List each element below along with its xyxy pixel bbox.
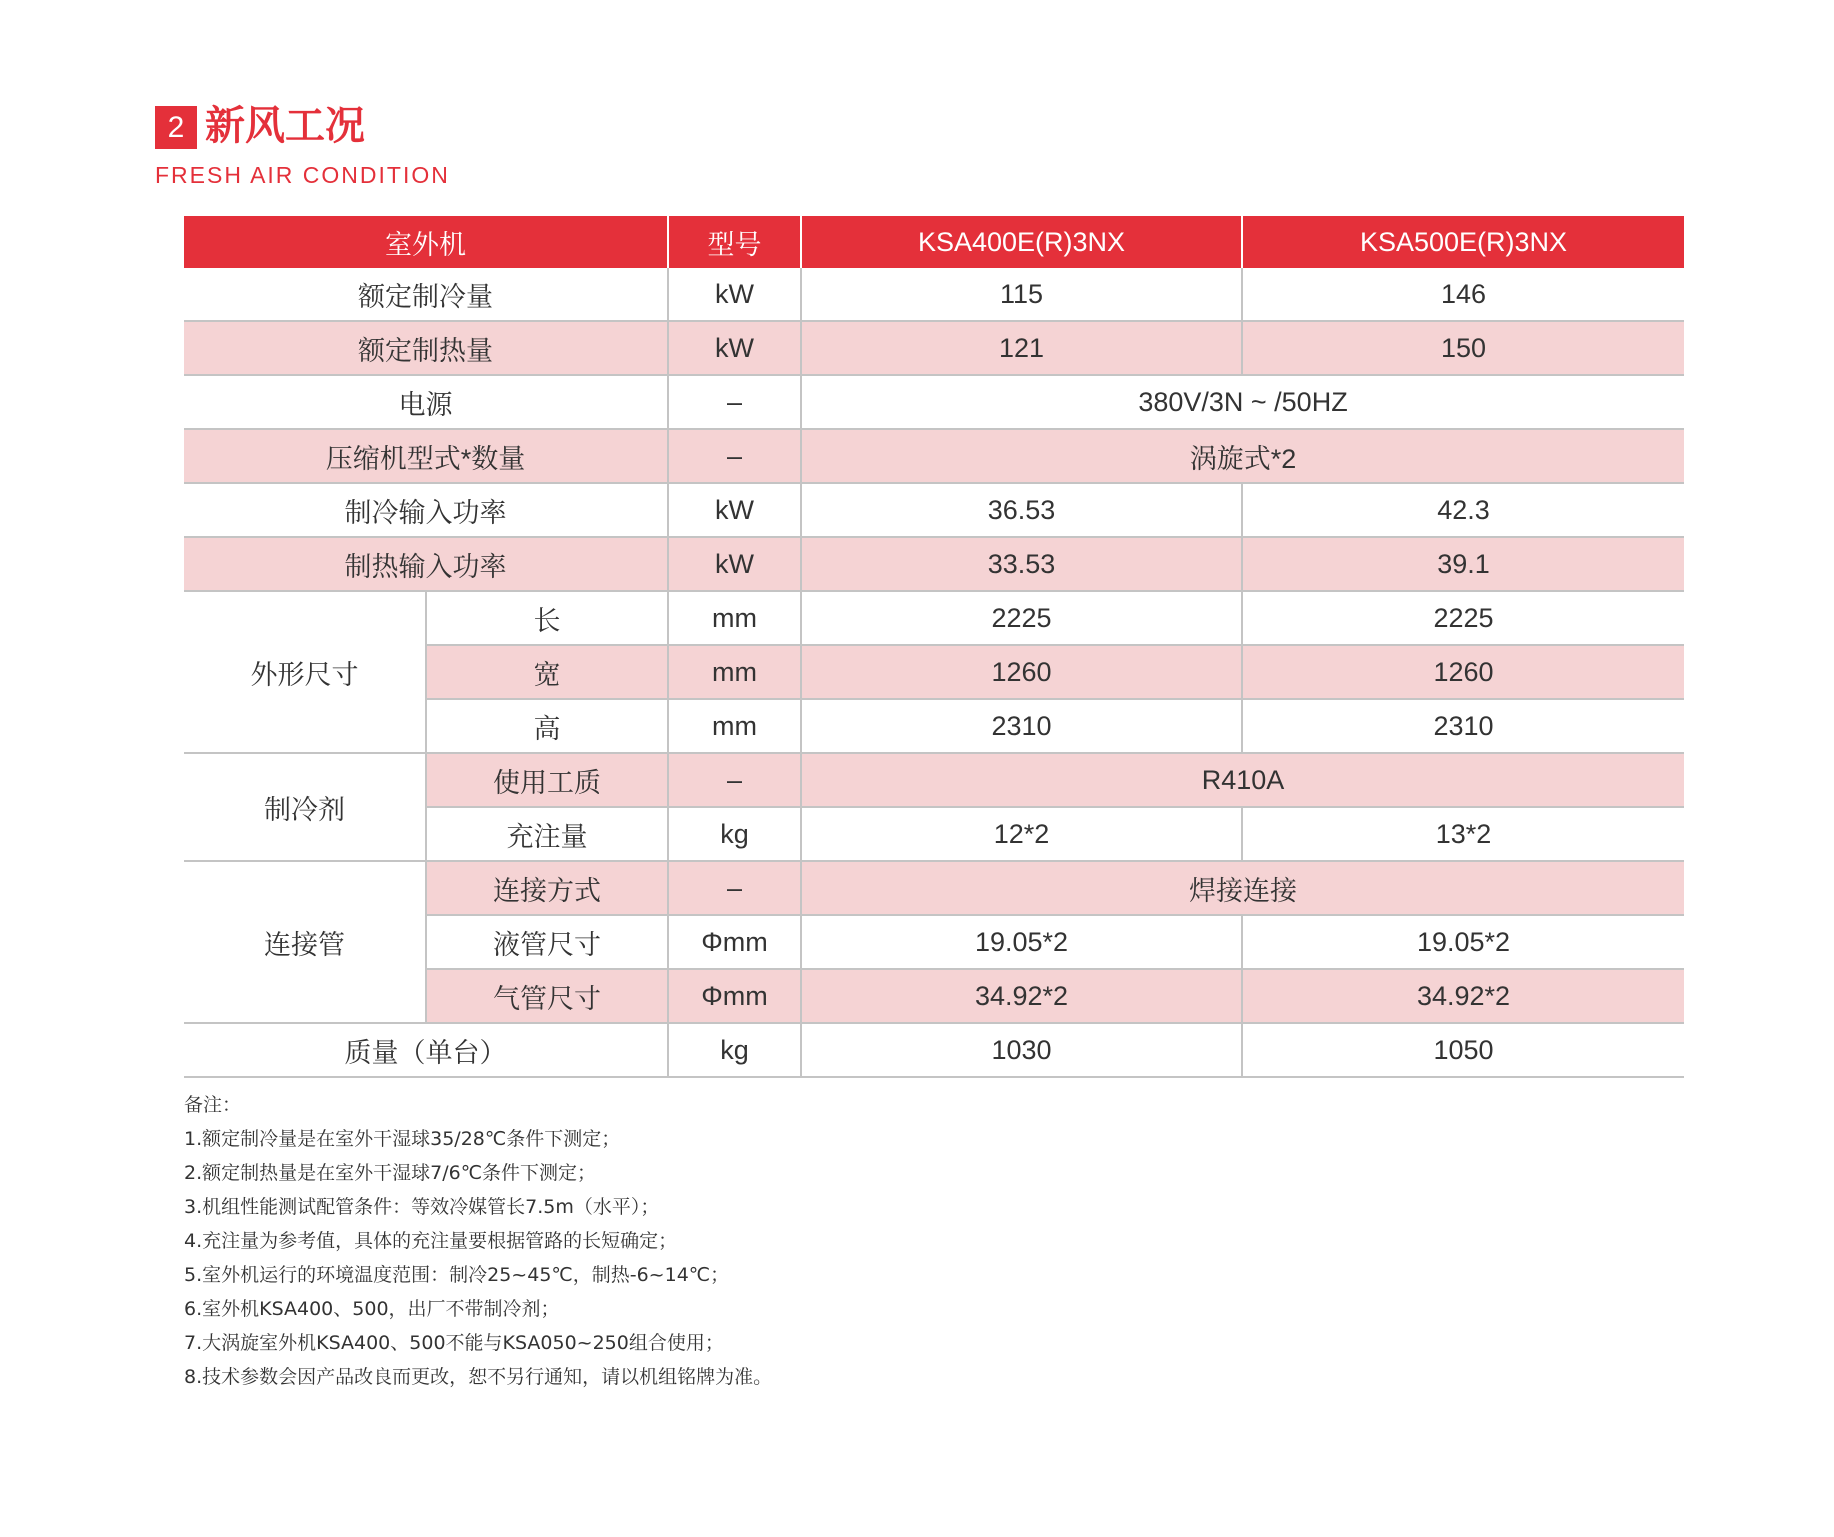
note-item: 3.机组性能测试配管条件：等效冷媒管长7.5m（水平）；: [184, 1196, 660, 1218]
row-label: 额定制热量: [184, 321, 668, 375]
row-label: 制热输入功率: [184, 537, 668, 591]
group-label-dimensions: 外形尺寸: [184, 591, 426, 753]
note-item: 2.额定制热量是在室外干湿球7/6℃条件下测定；: [184, 1162, 597, 1184]
row-unit: –: [668, 429, 801, 483]
row-value-b: 39.1: [1242, 537, 1684, 591]
notes-title: 备注：: [184, 1094, 242, 1116]
row-value-merged: 380V/3N ~ /50HZ: [801, 375, 1684, 429]
row-unit: Φmm: [668, 915, 801, 969]
row-value-a: 34.92*2: [801, 969, 1242, 1023]
row-unit: mm: [668, 645, 801, 699]
note-item: 4.充注量为参考值，具体的充注量要根据管路的长短确定；: [184, 1230, 678, 1252]
row-unit: kW: [668, 483, 801, 537]
row-sublabel: 使用工质: [426, 753, 668, 807]
row-value-a: 33.53: [801, 537, 1242, 591]
row-unit: –: [668, 861, 801, 915]
header-item: 室外机: [184, 216, 668, 268]
row-value-merged: 焊接连接: [801, 861, 1684, 915]
row-value-merged: R410A: [801, 753, 1684, 807]
row-sublabel: 充注量: [426, 807, 668, 861]
header-model-a: KSA400E(R)3NX: [801, 216, 1242, 268]
table-row: [184, 1023, 1684, 1077]
row-sublabel: 气管尺寸: [426, 969, 668, 1023]
row-value-a: 36.53: [801, 483, 1242, 537]
row-value-a: 1030: [801, 1023, 1242, 1077]
row-unit: Φmm: [668, 969, 801, 1023]
row-value-a: 121: [801, 321, 1242, 375]
row-unit: kW: [668, 268, 801, 321]
row-value-b: 1260: [1242, 645, 1684, 699]
row-sublabel: 液管尺寸: [426, 915, 668, 969]
row-unit: mm: [668, 591, 801, 645]
row-unit: kW: [668, 321, 801, 375]
row-sublabel: 宽: [426, 645, 668, 699]
row-unit: mm: [668, 699, 801, 753]
note-item: 8.技术参数会因产品改良而更改，恕不另行通知，请以机组铭牌为准。: [184, 1366, 773, 1388]
row-value-a: 2310: [801, 699, 1242, 753]
table-row: [184, 861, 1684, 915]
table-row: [184, 321, 1684, 375]
note-item: 1.额定制冷量是在室外干湿球35/28℃条件下测定；: [184, 1128, 621, 1150]
row-label: 额定制冷量: [184, 268, 668, 321]
row-unit: kg: [668, 807, 801, 861]
row-value-b: 150: [1242, 321, 1684, 375]
section-subtitle: FRESH AIR CONDITION: [155, 162, 450, 188]
row-unit: kg: [668, 1023, 801, 1077]
row-sublabel: 连接方式: [426, 861, 668, 915]
group-label-piping: 连接管: [184, 861, 426, 1023]
row-value-merged: 涡旋式*2: [801, 429, 1684, 483]
row-value-b: 42.3: [1242, 483, 1684, 537]
row-label: 电源: [184, 375, 668, 429]
row-value-b: 13*2: [1242, 807, 1684, 861]
table-header-row: [184, 216, 1684, 268]
row-value-b: 1050: [1242, 1023, 1684, 1077]
table-row: [184, 483, 1684, 537]
row-value-b: 2225: [1242, 591, 1684, 645]
row-label: 制冷输入功率: [184, 483, 668, 537]
notes: [184, 1088, 772, 1394]
row-label: 质量（单台）: [184, 1023, 668, 1077]
row-sublabel: 长: [426, 591, 668, 645]
note-item: 6.室外机KSA400、500，出厂不带制冷剂；: [184, 1298, 560, 1320]
row-value-a: 19.05*2: [801, 915, 1242, 969]
row-value-b: 2310: [1242, 699, 1684, 753]
table-row: [184, 268, 1684, 321]
spec-table: [184, 216, 1684, 1078]
row-sublabel: 高: [426, 699, 668, 753]
table-row: [184, 753, 1684, 807]
group-label-refrigerant: 制冷剂: [184, 753, 426, 861]
table-row: [184, 591, 1684, 645]
row-value-a: 115: [801, 268, 1242, 321]
row-value-b: 146: [1242, 268, 1684, 321]
row-value-b: 34.92*2: [1242, 969, 1684, 1023]
row-value-a: 12*2: [801, 807, 1242, 861]
row-value-a: 2225: [801, 591, 1242, 645]
row-value-b: 19.05*2: [1242, 915, 1684, 969]
row-unit: –: [668, 753, 801, 807]
row-label: 压缩机型式*数量: [184, 429, 668, 483]
row-unit: –: [668, 375, 801, 429]
section-title: 新风工况: [205, 103, 365, 149]
table-row: [184, 537, 1684, 591]
header-unit: 型号: [668, 216, 801, 268]
table-row: [184, 429, 1684, 483]
note-item: 7.大涡旋室外机KSA400、500不能与KSA050~250组合使用；: [184, 1332, 724, 1354]
header-model-b: KSA500E(R)3NX: [1242, 216, 1684, 268]
row-unit: kW: [668, 537, 801, 591]
note-item: 5.室外机运行的环境温度范围：制冷25~45℃，制热-6~14℃；: [184, 1264, 730, 1286]
row-value-a: 1260: [801, 645, 1242, 699]
table-row: [184, 375, 1684, 429]
section-number-badge: 2: [155, 106, 197, 149]
